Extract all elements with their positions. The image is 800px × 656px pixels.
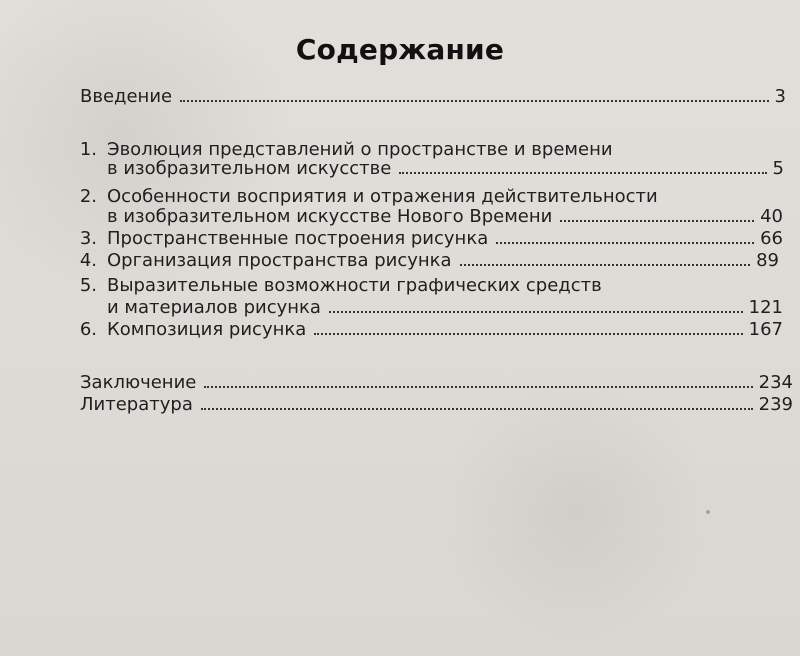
toc-item-chapter-3 <box>79 228 783 249</box>
toc-label: Организация пространства рисунка <box>107 250 452 271</box>
toc-item-chapter-1 <box>79 139 784 160</box>
paper-smudge <box>706 510 710 514</box>
page-title: Содержание <box>295 33 505 66</box>
toc-page-number: 121 <box>748 297 783 318</box>
toc-label: Пространственные построения рисунка <box>107 228 489 249</box>
toc-chapter-number: 1. <box>79 139 97 160</box>
toc-label: Введение <box>80 86 173 107</box>
toc-dots <box>496 242 754 244</box>
toc-item-introduction <box>80 86 786 107</box>
toc-label: Композиция рисунка <box>107 319 307 340</box>
toc-dots <box>314 333 742 335</box>
toc-item-chapter-6 <box>79 319 783 340</box>
toc-page-number: 234 <box>758 372 793 393</box>
toc-page-number: 239 <box>758 394 793 415</box>
toc-chapter-number: 3. <box>79 228 97 249</box>
toc-chapter-number: 2. <box>79 186 97 207</box>
toc-label: Заключение <box>80 372 197 393</box>
toc-chapter-number: 5. <box>79 275 97 296</box>
toc-dots <box>201 408 753 410</box>
toc-item-chapter-5 <box>79 275 784 296</box>
toc-label: Литература <box>80 394 193 415</box>
toc-dots <box>460 264 751 266</box>
toc-label: Особенности восприятия и отражения действительности <box>107 186 658 207</box>
toc-chapter-number: 6. <box>79 319 97 340</box>
toc-page-number: 40 <box>760 206 783 227</box>
toc-dots <box>560 220 754 222</box>
toc-item-chapter-5-line-2 <box>107 297 783 318</box>
toc-dots <box>399 172 766 174</box>
toc-label-continuation: в изобразительном искусстве Нового Времени <box>107 206 553 227</box>
toc-page-number: 89 <box>756 250 779 271</box>
toc-label-continuation: и материалов рисунка <box>107 297 321 318</box>
toc-item-chapter-2 <box>79 186 784 207</box>
toc-item-chapter-2-line-2 <box>107 206 783 227</box>
toc-label-continuation: в изобразительном искусстве <box>107 158 392 179</box>
toc-item-conclusion <box>80 372 793 393</box>
toc-page-number: 3 <box>774 86 786 107</box>
toc-item-chapter-1-line-2 <box>107 158 784 179</box>
toc-dots <box>329 311 743 313</box>
toc-label: Эволюция представлений о пространстве и времени <box>107 139 613 160</box>
toc-page-number: 5 <box>772 158 784 179</box>
toc-page-number: 167 <box>748 319 783 340</box>
toc-dots <box>204 386 752 388</box>
toc-dots <box>180 100 768 102</box>
toc-chapter-number: 4. <box>79 250 97 271</box>
toc-label: Выразительные возможности графических средств <box>107 275 602 296</box>
toc-page-number: 66 <box>760 228 783 249</box>
toc-item-chapter-4 <box>79 250 779 271</box>
toc-item-literature <box>80 394 793 415</box>
